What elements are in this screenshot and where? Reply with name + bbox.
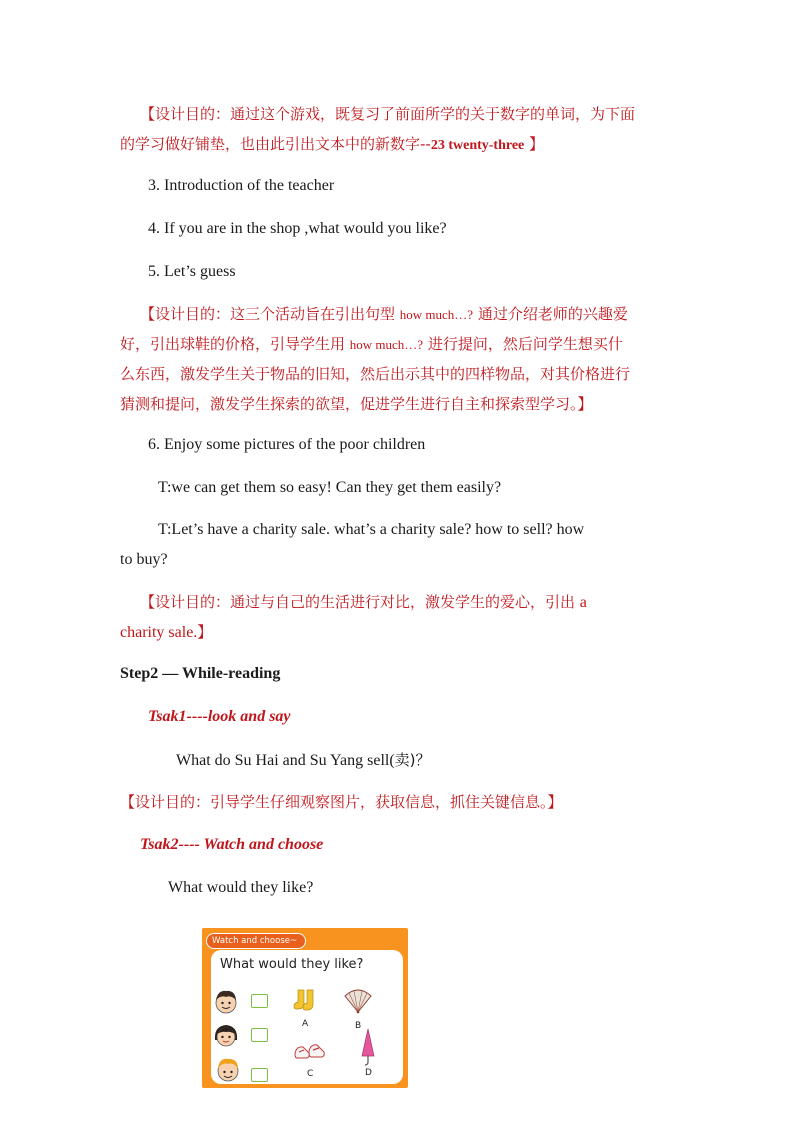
purpose-1-close: 】 [524, 135, 545, 153]
purpose-2-l2c: 进行提问，然后问学生想买什 [423, 335, 623, 353]
umbrella-icon [359, 1028, 377, 1068]
purpose-3-line-1 [140, 592, 587, 613]
option-a-label: A [302, 1019, 309, 1029]
purpose-2-line-3: 么东西，激发学生关于物品的旧知，然后出示其中的四样物品，对其价格进行 [120, 365, 631, 383]
boy-blond-face-icon [214, 1056, 242, 1082]
slide-card [211, 950, 403, 1084]
slide-question: What would they like? [220, 957, 364, 972]
purpose-3-line-2 [120, 622, 212, 643]
purpose-2-line-4: 猜测和提问，激发学生探索的欲望，促进学生进行自主和探索型学习。】 [120, 395, 593, 413]
purpose-2-l1a: 【设计目的：这三个活动旨在引出句型 [140, 305, 400, 323]
socks-icon [293, 988, 319, 1016]
answer-box-1[interactable] [251, 994, 268, 1008]
task-1-question [176, 750, 431, 771]
task-1-heading: Tsak1----look and say [148, 708, 291, 725]
step-2-heading: Step2 — While-reading [120, 665, 281, 682]
boy-face-icon [212, 988, 240, 1014]
fan-icon [343, 988, 373, 1016]
item-5: 5. Let’s guess [148, 263, 236, 280]
teacher-line-2: T:Let’s have a charity sale. what’s a charity sale? how to sell? how [158, 521, 585, 538]
purpose-4: 【设计目的：引导学生仔细观察图片，获取信息，抓住关键信息。】 [120, 793, 563, 811]
purpose-3-l1b: a [579, 594, 587, 611]
purpose-1-text: 的学习做好铺垫，也由此引出文本中的新数字-- [120, 135, 431, 153]
option-c-label: C [307, 1069, 314, 1079]
purpose-2-line-1 [140, 304, 628, 325]
purpose-2-line-2 [120, 334, 623, 355]
purpose-1-line-2 [120, 134, 544, 156]
purpose-2-l2b: how much…? [349, 337, 424, 352]
task-2-question: What would they like? [168, 879, 314, 896]
question-text: What do Su Hai and Su Yang sell( [176, 752, 395, 769]
slide-banner: Watch and choose~ [206, 933, 306, 949]
sneakers-icon [293, 1040, 327, 1064]
answer-box-3[interactable] [251, 1068, 268, 1082]
item-3: 3. Introduction of the teacher [148, 177, 335, 194]
answer-box-2[interactable] [251, 1028, 268, 1042]
watch-and-choose-slide [202, 928, 408, 1088]
question-close: )？ [409, 751, 431, 769]
purpose-2-l1c: 通过介绍老师的兴趣爱 [473, 305, 628, 323]
purpose-3-l2: charity sale. [120, 624, 198, 641]
option-b-label: B [355, 1021, 362, 1031]
purpose-1-line-1: 【设计目的：通过这个游戏，既复习了前面所学的关于数字的单词，为下面 [140, 105, 636, 123]
purpose-3-l1a: 【设计目的：通过与自己的生活进行对比，激发学生的爱心，引出 [140, 593, 580, 611]
task-2-heading: Tsak2---- Watch and choose [140, 836, 324, 853]
purpose-2-l1b: how much…? [399, 307, 474, 322]
purpose-1-number: 23 twenty-three [430, 138, 525, 153]
item-4: 4. If you are in the shop ,what would you like? [148, 220, 447, 237]
option-d-label: D [365, 1068, 372, 1078]
teacher-line-2-cont: to buy? [120, 551, 168, 568]
teacher-line-1: T:we can get them so easy! Can they get them easily? [158, 479, 502, 496]
item-6: 6. Enjoy some pictures of the poor children [148, 436, 426, 453]
girl-face-icon [212, 1022, 240, 1048]
purpose-3-l2c: 】 [197, 623, 213, 641]
question-hanzi: 卖 [394, 751, 410, 769]
purpose-2-l2a: 好，引出球鞋的价格，引导学生用 [120, 335, 350, 353]
